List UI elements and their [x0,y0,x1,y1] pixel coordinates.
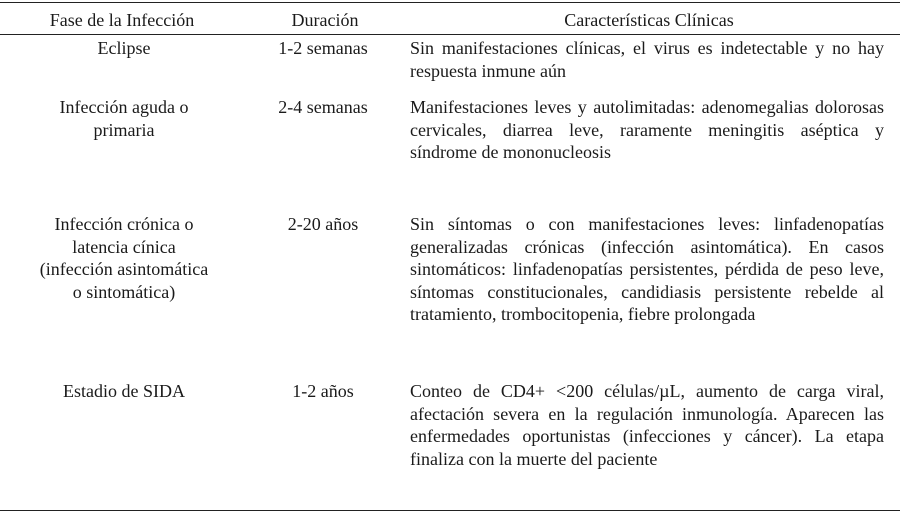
row-4-features: Conteo de CD4+ <200 células/µL, aumento de carga viral, afectación severa en la regulación inmunología. Aparecen las enfermedades oportunistas (infecciones y cáncer). La etapa finaliza con la muerte del paciente [410,381,884,469]
row-4-phase: Estadio de SIDA [63,381,185,401]
table-bottom-rule [0,510,900,511]
header-features: Características Clínicas [564,10,734,30]
table-top-rule [0,2,900,3]
row-2-phase: Infección aguda o primaria [59,97,189,140]
header-phase: Fase de la Infección [49,10,195,30]
row-3-duration: 2-20 años [287,214,359,234]
row-4-duration: 1-2 años [292,381,354,401]
row-3-phase: Infección crónica o latencia cínica (infección asintomática o sintomática) [39,214,209,302]
row-1-phase: Eclipse [97,38,151,58]
row-1-duration: 1-2 semanas [278,38,368,58]
row-2-duration: 2-4 semanas [278,97,368,117]
row-1-features: Sin manifestaciones clínicas, el virus es indetectable y no hay respuesta inmune aún [410,38,884,81]
table-header-rule [0,34,900,35]
row-2-features: Manifestaciones leves y autolimitadas: adenomegalias dolorosas cervicales, diarrea leve, raramente meningitis aséptica y síndrome de mononucleosis [410,97,884,162]
row-3-features: Sin síntomas o con manifestaciones leves: linfadenopatías generalizadas crónicas (infección asintomática). En casos sintomáticos: linfadenopatías persistentes, pérdida de peso leve, síntomas constitucionales, candidiasis persistente rebelde al tratamiento, trombocitopenia, fiebre prolongada [410,214,884,324]
header-duration: Duración [291,10,359,30]
